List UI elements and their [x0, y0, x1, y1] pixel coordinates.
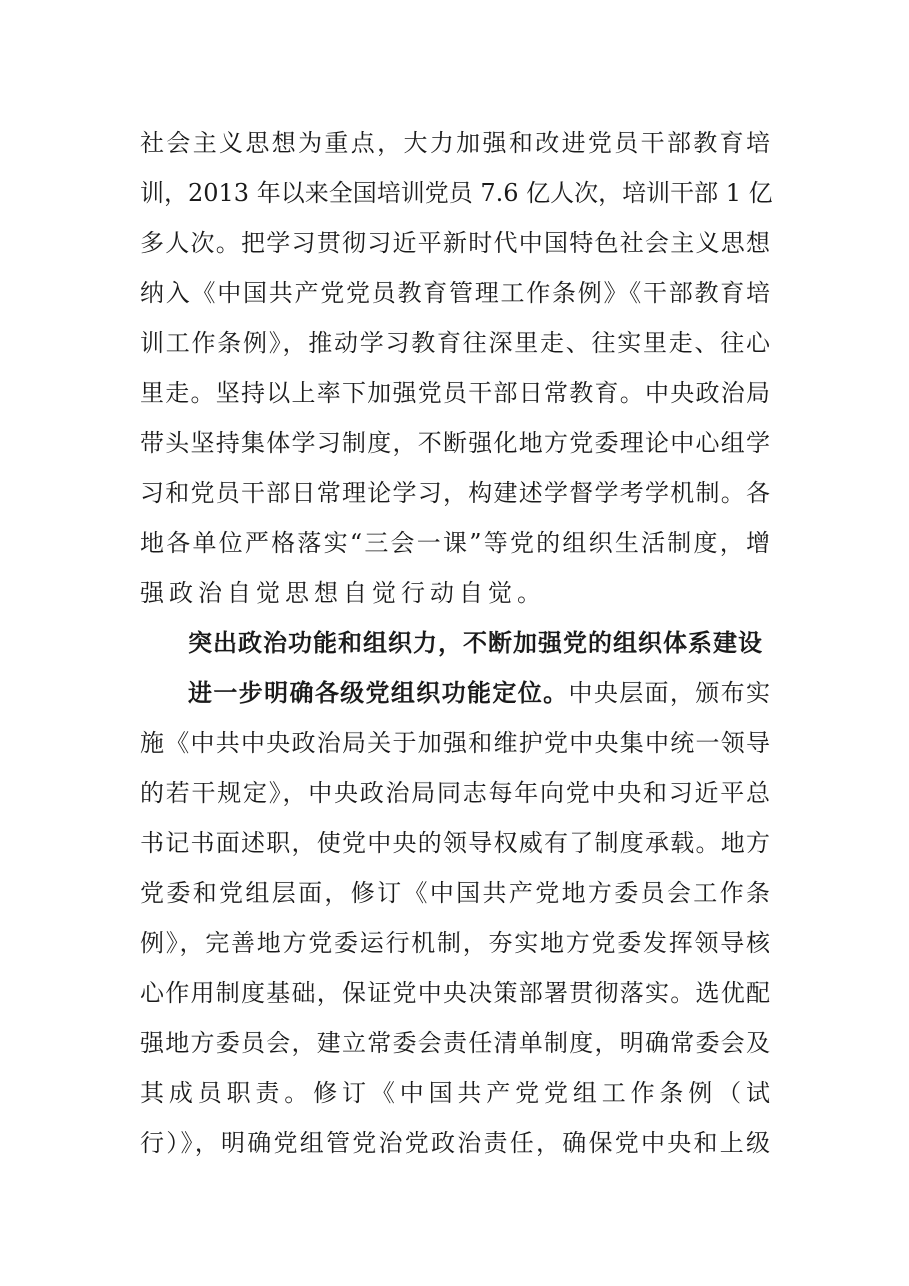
body-text-line: 训，2013 年以来全国培训党员 7.6 亿人次，培训干部 1 亿 — [140, 179, 773, 207]
body-text-line: 习和党员干部日常理论学习，构建述学督学考学机制。各 — [140, 479, 770, 507]
body-text-line: 例》，完善地方党委运行机制，夯实地方党委发挥领导核 — [140, 929, 770, 957]
paragraph-first-line-rest: 中央层面，颁布实 — [568, 679, 771, 707]
body-text-line: 强地方委员会，建立常委会责任清单制度，明确常委会及 — [140, 1029, 770, 1057]
body-text-line: 行）》，明确党组管党治党政治责任，确保党中央和上级 — [140, 1129, 770, 1157]
body-text-line: 纳入《中国共产党党员教育管理工作条例》《干部教育培 — [140, 279, 770, 307]
body-text-line: 书记书面述职，使党中央的领导权威有了制度承载。地方 — [140, 829, 770, 857]
body-text-line: 地各单位严格落实“三会一课”等党的组织生活制度，增 — [140, 529, 770, 557]
section-heading: 突出政治功能和组织力，不断加强党的组织体系建设 — [188, 628, 763, 657]
body-text-line: 社会主义思想为重点，大力加强和改进党员干部教育培 — [140, 129, 770, 157]
body-text-line: 训工作条例》，推动学习教育往深里走、往实里走、往心 — [140, 329, 770, 357]
paragraph-lead-phrase: 进一步明确各级党组织功能定位。 — [188, 678, 569, 707]
body-text-line: 施《中共中央政治局关于加强和维护党中央集中统一领导 — [140, 729, 770, 757]
body-text-line: 多人次。把学习贯彻习近平新时代中国特色社会主义思想 — [140, 229, 770, 257]
body-text-line-first — [188, 678, 770, 708]
body-text-line: 的若干规定》，中央政治局同志每年向党中央和习近平总 — [140, 779, 770, 807]
body-text-line: 强政治自觉思想自觉行动自觉。 — [140, 579, 546, 607]
body-text-line: 心作用制度基础，保证党中央决策部署贯彻落实。选优配 — [140, 979, 770, 1007]
body-text-line: 带头坚持集体学习制度，不断强化地方党委理论中心组学 — [140, 429, 770, 457]
body-text-line: 其成员职责。修订《中国共产党党组工作条例（试 — [140, 1079, 770, 1107]
body-text-line: 里走。坚持以上率下加强党员干部日常教育。中央政治局 — [140, 379, 770, 407]
body-text-line: 党委和党组层面，修订《中国共产党地方委员会工作条 — [140, 879, 770, 907]
